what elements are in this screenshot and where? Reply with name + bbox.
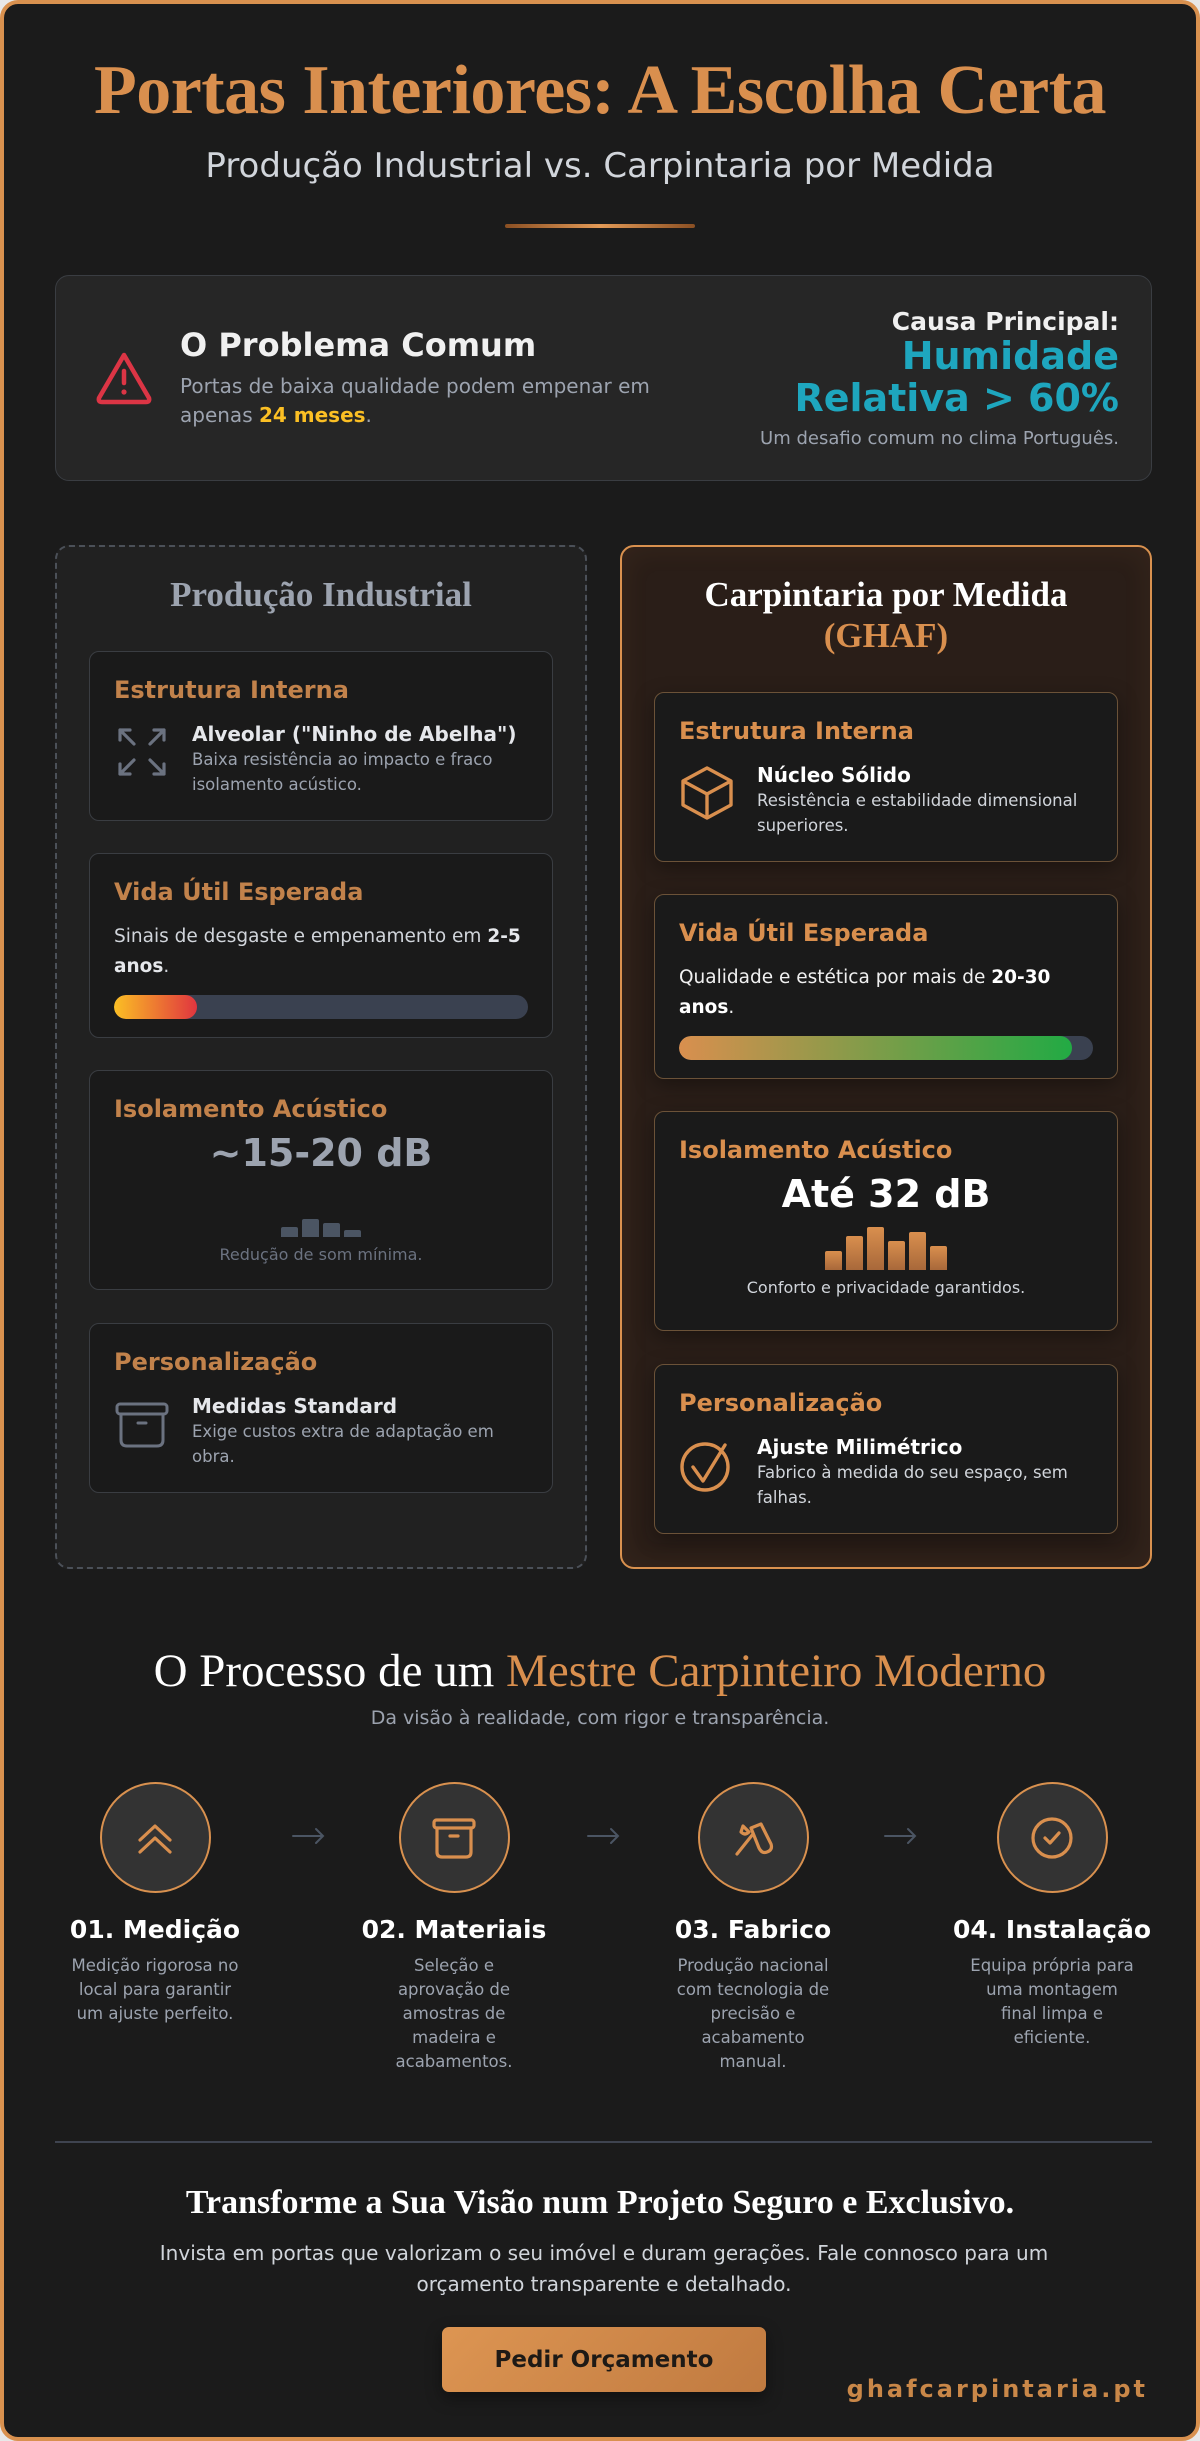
cause-note: Um desafio comum no clima Português. <box>760 427 1119 449</box>
process-step <box>354 1782 554 2074</box>
cause-value: Humidade Relativa > 60% <box>794 334 1119 420</box>
card-title: Isolamento Acústico <box>114 1095 388 1123</box>
acoustic-note: Conforto e privacidade garantidos. <box>746 1278 1026 1297</box>
chevrons-up-icon <box>131 1814 179 1862</box>
lifespan-text: Sinais de desgaste e empenamento em 2-5 anos. <box>114 926 521 977</box>
sound-bar <box>344 1230 361 1237</box>
lifespan-progress-fill <box>679 1036 1072 1060</box>
problem-text: Portas de baixa qualidade podem empenar em apenas 24 meses. <box>180 374 650 427</box>
custom-name: Ajuste Milimétrico <box>757 1435 963 1459</box>
problem-title: O Problema Comum <box>180 326 537 364</box>
card-title: Personalização <box>114 1348 318 1376</box>
process-step <box>55 1782 255 2074</box>
step-desc: Seleção e aprovação de amostras de madeira e acabamentos. <box>395 1956 513 2071</box>
process-subtitle: Da visão à realidade, com rigor e transparência. <box>370 1707 830 1729</box>
sound-bar <box>888 1241 905 1270</box>
cta-title: Transforme a Sua Visão num Projeto Seguro e Exclusivo. <box>185 2184 1015 2221</box>
step-desc: Equipa própria para uma montagem final limpa e eficiente. <box>970 1956 1134 2047</box>
process-step <box>952 1782 1152 2074</box>
arrow-right-icon <box>883 1826 919 1846</box>
step-icon-circle <box>997 1782 1108 1893</box>
tools-icon <box>729 1814 777 1862</box>
website-link[interactable]: ghafcarpintaria.pt <box>846 2375 1148 2403</box>
card-title: Personalização <box>679 1389 883 1417</box>
problem-cause <box>719 307 1119 449</box>
structure-desc: Baixa resistência ao impacto e fraco isolamento acústico. <box>192 750 493 794</box>
step-icon-circle <box>100 1782 211 1893</box>
arrow-right-icon <box>586 1826 622 1846</box>
page-title: Portas Interiores: A Escolha Certa <box>93 52 1107 129</box>
industrial-acoustic-card <box>89 1070 553 1290</box>
cta-text: Invista em portas que valorizam o seu imóvel e duram gerações. Fale connosco para um orçamento transparente e detalhado. <box>159 2241 1049 2296</box>
custom-name: Medidas Standard <box>192 1394 398 1418</box>
process-step <box>653 1782 853 2074</box>
structure-name: Núcleo Sólido <box>757 763 911 787</box>
lifespan-progress-bar <box>114 995 528 1019</box>
problem-highlight: 24 meses <box>258 403 366 427</box>
sound-bar <box>302 1219 319 1237</box>
check-circle-icon <box>679 1437 735 1493</box>
custom-acoustic-card <box>654 1111 1118 1331</box>
request-quote-button[interactable]: Pedir Orçamento <box>442 2327 766 2392</box>
step-desc: Medição rigorosa no local para garantir um ajuste perfeito. <box>71 1956 239 2023</box>
header <box>4 4 1196 228</box>
structure-name: Alveolar ("Ninho de Abelha") <box>192 722 517 746</box>
acoustic-value: ~15-20 dB <box>209 1131 433 1175</box>
cube-icon <box>679 765 735 821</box>
card-title: Vida Útil Esperada <box>679 919 929 947</box>
acoustic-note: Redução de som mínima. <box>219 1245 423 1264</box>
title-divider <box>505 224 695 228</box>
lifespan-text: Qualidade e estética por mais de 20-30 anos. <box>679 967 1051 1018</box>
step-title: 01. Medição <box>69 1915 241 1944</box>
industrial-custom-card <box>89 1323 553 1493</box>
industrial-structure-card <box>89 651 553 821</box>
card-title: Vida Útil Esperada <box>114 878 364 906</box>
step-title: 03. Fabrico <box>674 1915 832 1944</box>
sound-bar <box>825 1251 842 1270</box>
sound-bars-icon <box>679 1226 1093 1270</box>
step-icon-circle <box>698 1782 809 1893</box>
sound-bar <box>846 1236 863 1270</box>
arrows-expand-icon <box>114 724 170 780</box>
custom-column <box>620 545 1152 1569</box>
problem-card <box>55 275 1152 481</box>
card-title: Estrutura Interna <box>679 717 914 745</box>
acoustic-value: Até 32 dB <box>781 1172 991 1216</box>
problem-left <box>94 326 650 430</box>
card-title: Estrutura Interna <box>114 676 349 704</box>
archive-box-icon <box>430 1814 478 1862</box>
lifespan-progress-bar <box>679 1036 1093 1060</box>
step-icon-circle <box>399 1782 510 1893</box>
sound-bar <box>281 1227 298 1237</box>
custom-lifespan-card <box>654 894 1118 1079</box>
custom-structure-card <box>654 692 1118 862</box>
arrow-right-icon <box>291 1826 327 1846</box>
check-circle-icon <box>1028 1814 1076 1862</box>
cause-label: Causa Principal: <box>891 307 1119 337</box>
structure-desc: Resistência e estabilidade dimensional superiores. <box>757 791 1078 835</box>
industrial-column <box>55 545 587 1569</box>
sound-bar <box>909 1232 926 1270</box>
custom-custom-card <box>654 1364 1118 1534</box>
lifespan-progress-fill <box>114 995 197 1019</box>
process-title: O Processo de um Mestre Carpinteiro Moderno <box>153 1645 1047 1697</box>
custom-desc: Fabrico à medida do seu espaço, sem falhas. <box>757 1463 1068 1507</box>
archive-box-icon <box>114 1396 170 1452</box>
sound-bar <box>867 1227 884 1270</box>
custom-title: Carpintaria por Medida (GHAF) <box>622 547 1150 657</box>
step-title: 04. Instalação <box>952 1915 1152 1944</box>
card-title: Isolamento Acústico <box>679 1136 953 1164</box>
process-steps <box>55 1782 1152 2074</box>
custom-desc: Exige custos extra de adaptação em obra. <box>192 1422 494 1466</box>
industrial-title: Produção Industrial <box>170 575 472 614</box>
sound-bar <box>323 1223 340 1237</box>
sound-bar <box>930 1246 947 1270</box>
step-desc: Produção nacional com tecnologia de precisão e acabamento manual. <box>676 1956 830 2071</box>
sound-bars-icon <box>114 1193 528 1237</box>
step-title: 02. Materiais <box>361 1915 547 1944</box>
industrial-lifespan-card <box>89 853 553 1038</box>
warning-triangle-icon <box>94 350 154 406</box>
brand-accent: (GHAF) <box>823 615 949 655</box>
section-divider <box>55 2141 1152 2143</box>
page-subtitle: Produção Industrial vs. Carpintaria por Medida <box>205 145 995 186</box>
